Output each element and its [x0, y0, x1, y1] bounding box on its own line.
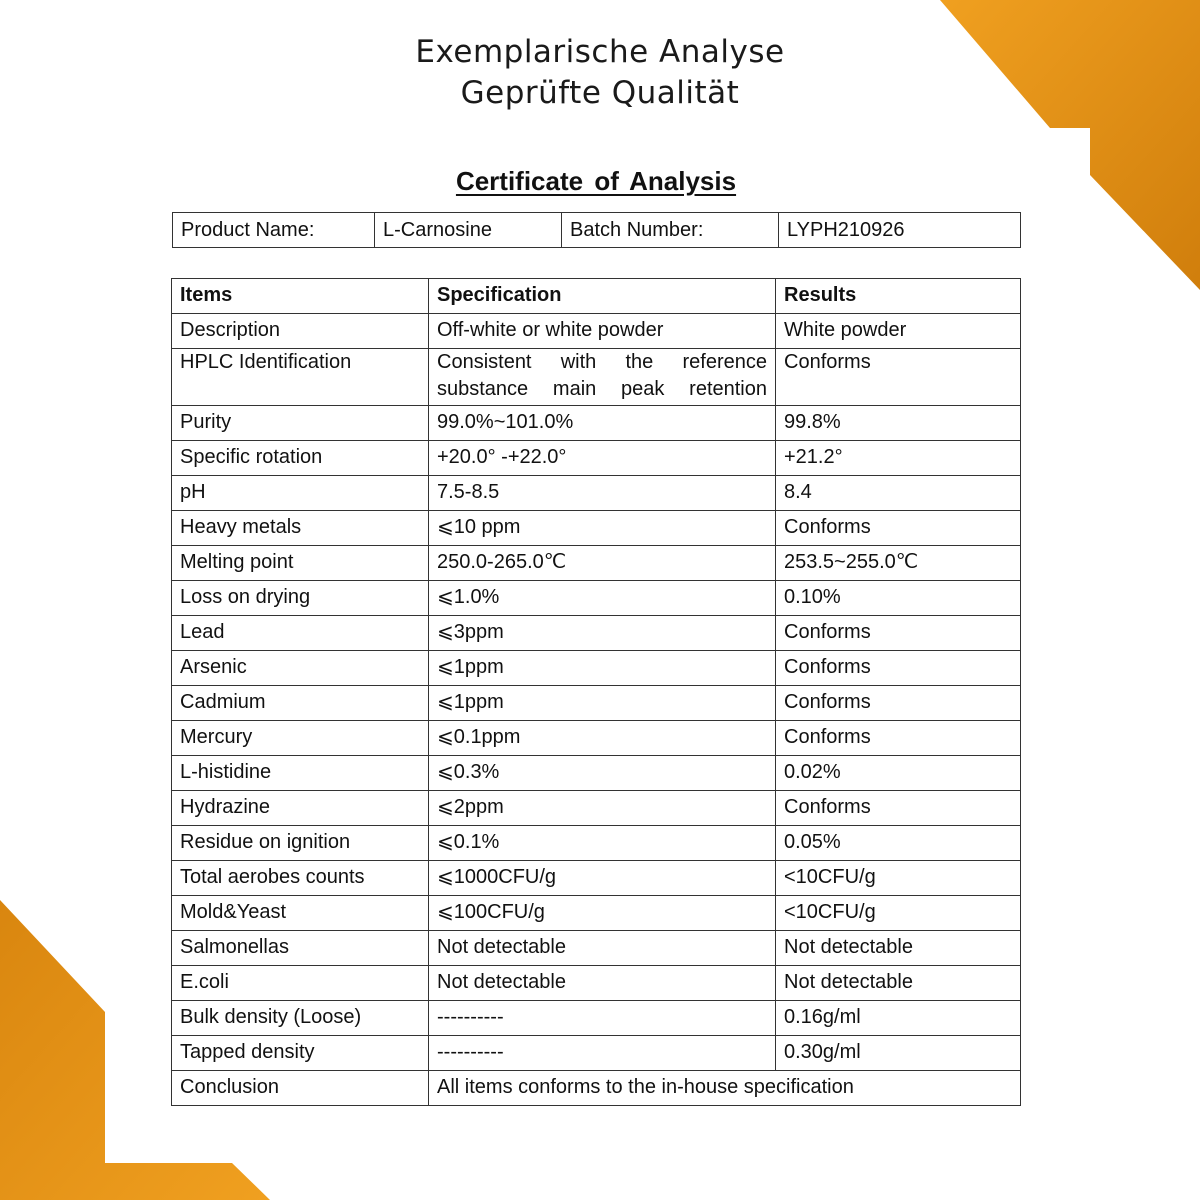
row-result: Not detectable [776, 966, 1021, 1001]
row-result: Conforms [776, 349, 1021, 406]
row-result: 8.4 [776, 476, 1021, 511]
header-title-line2: Geprüfte Qualität [460, 75, 740, 111]
row-specification: +20.0° -+22.0° [429, 441, 776, 476]
table-row [172, 349, 1021, 406]
table-row [172, 581, 1021, 616]
row-specification: ⩽2ppm [429, 791, 776, 826]
header-specification: Specification [429, 279, 776, 314]
row-item: Melting point [172, 546, 429, 581]
row-specification: ⩽100CFU/g [429, 896, 776, 931]
row-item: Description [172, 314, 429, 349]
certificate-title: Certificate of Analysis [455, 166, 737, 196]
row-specification: 99.0%~101.0% [429, 406, 776, 441]
row-result: Conforms [776, 651, 1021, 686]
row-result: 0.05% [776, 826, 1021, 861]
row-item: E.coli [172, 966, 429, 1001]
row-result: 0.16g/ml [776, 1001, 1021, 1036]
conclusion-label: Conclusion [172, 1071, 429, 1106]
row-result: Conforms [776, 791, 1021, 826]
product-name-value: L-Carnosine [375, 213, 562, 248]
table-row [172, 756, 1021, 791]
table-row [172, 406, 1021, 441]
table-row [172, 651, 1021, 686]
row-result: <10CFU/g [776, 896, 1021, 931]
table-header-row [172, 279, 1021, 314]
header-items: Items [172, 279, 429, 314]
row-specification: 250.0-265.0℃ [429, 546, 776, 581]
analysis-results-table [171, 278, 1021, 1106]
product-info-table [172, 212, 1021, 248]
row-item: Loss on drying [172, 581, 429, 616]
batch-number-value: LYPH210926 [779, 213, 1021, 248]
row-item: Cadmium [172, 686, 429, 721]
conclusion-row [172, 1071, 1021, 1106]
row-specification: Not detectable [429, 966, 776, 1001]
row-item: Mold&Yeast [172, 896, 429, 931]
row-specification: ⩽0.3% [429, 756, 776, 791]
batch-number-label: Batch Number: [562, 213, 779, 248]
row-item: Mercury [172, 721, 429, 756]
row-result: 253.5~255.0℃ [776, 546, 1021, 581]
row-specification: Off-white or white powder [429, 314, 776, 349]
row-result: 99.8% [776, 406, 1021, 441]
row-result: <10CFU/g [776, 861, 1021, 896]
table-row [172, 861, 1021, 896]
table-row [172, 511, 1021, 546]
row-item: Total aerobes counts [172, 861, 429, 896]
row-result: 0.10% [776, 581, 1021, 616]
row-specification: ⩽0.1% [429, 826, 776, 861]
row-specification: ⩽1ppm [429, 686, 776, 721]
row-specification: ⩽0.1ppm [429, 721, 776, 756]
table-row [172, 791, 1021, 826]
row-item: Residue on ignition [172, 826, 429, 861]
table-row [172, 1001, 1021, 1036]
table-row [172, 931, 1021, 966]
row-specification: Not detectable [429, 931, 776, 966]
row-result: White powder [776, 314, 1021, 349]
row-specification: ---------- [429, 1001, 776, 1036]
row-specification: ---------- [429, 1036, 776, 1071]
row-item: L-histidine [172, 756, 429, 791]
row-specification: ⩽1ppm [429, 651, 776, 686]
row-item: Purity [172, 406, 429, 441]
table-row [172, 686, 1021, 721]
row-result: +21.2° [776, 441, 1021, 476]
product-info-row [173, 213, 1021, 248]
row-result: 0.02% [776, 756, 1021, 791]
row-item: Arsenic [172, 651, 429, 686]
row-item: HPLC Identification [172, 349, 429, 406]
row-result: Conforms [776, 511, 1021, 546]
row-item: Tapped density [172, 1036, 429, 1071]
conclusion-value: All items conforms to the in-house specification [429, 1071, 1021, 1106]
header-title-line1: Exemplarische Analyse [415, 34, 785, 70]
table-row [172, 826, 1021, 861]
product-name-label: Product Name: [173, 213, 375, 248]
row-result: Conforms [776, 721, 1021, 756]
row-specification: ⩽1000CFU/g [429, 861, 776, 896]
row-result: Conforms [776, 616, 1021, 651]
row-result: Not detectable [776, 931, 1021, 966]
analysis-results-body [172, 279, 1021, 1106]
row-specification: ⩽10 ppm [429, 511, 776, 546]
row-specification-line2: substance main peak retention [437, 378, 767, 400]
row-specification: 7.5-8.5 [429, 476, 776, 511]
row-item: pH [172, 476, 429, 511]
row-item: Bulk density (Loose) [172, 1001, 429, 1036]
table-row [172, 546, 1021, 581]
table-row [172, 1036, 1021, 1071]
row-result: Conforms [776, 686, 1021, 721]
row-item: Hydrazine [172, 791, 429, 826]
row-item: Lead [172, 616, 429, 651]
row-item: Salmonellas [172, 931, 429, 966]
row-result: 0.30g/ml [776, 1036, 1021, 1071]
row-specification [429, 349, 776, 406]
table-row [172, 441, 1021, 476]
row-specification: ⩽3ppm [429, 616, 776, 651]
table-row [172, 966, 1021, 1001]
row-item: Heavy metals [172, 511, 429, 546]
table-row [172, 616, 1021, 651]
table-row [172, 476, 1021, 511]
row-item: Specific rotation [172, 441, 429, 476]
table-row [172, 721, 1021, 756]
row-specification: ⩽1.0% [429, 581, 776, 616]
table-row [172, 314, 1021, 349]
header-results: Results [776, 279, 1021, 314]
table-row [172, 896, 1021, 931]
row-specification-line1: Consistent with the reference [437, 351, 767, 373]
